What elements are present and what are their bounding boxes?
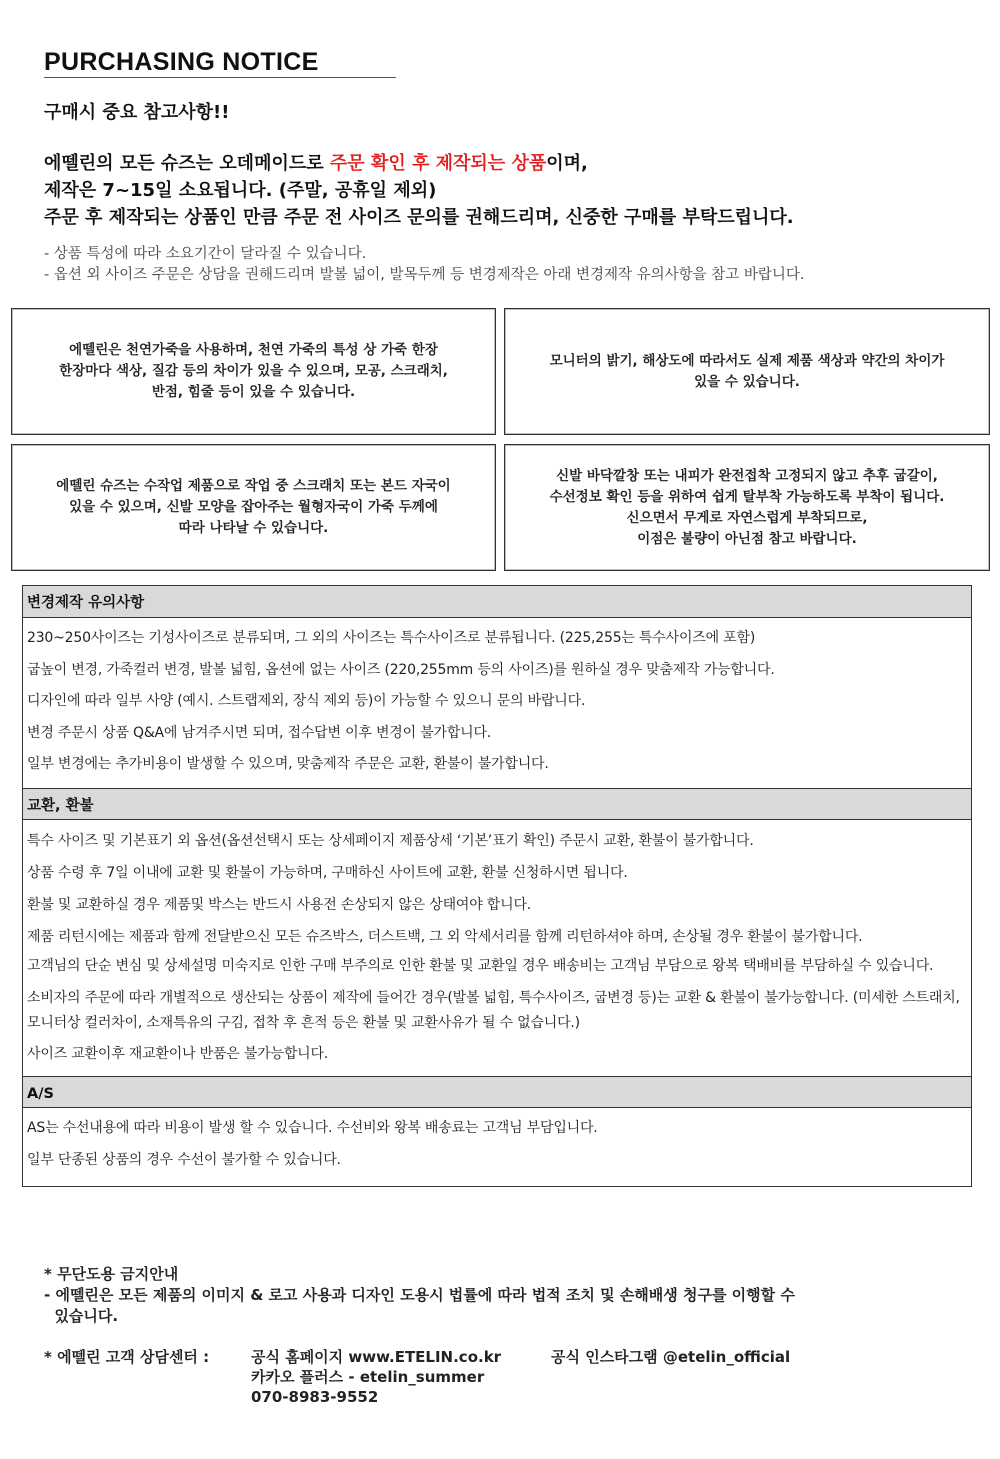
- notes-list: [44, 244, 805, 286]
- page-subtitle: 구매시 중요 참고사항!!: [44, 102, 230, 123]
- table-row: 사이즈 교환이후 재교환이나 반품은 불가능합니다.: [27, 1045, 329, 1062]
- table-row: 230~250사이즈는 기성사이즈로 분류되며, 그 외의 사이즈는 특수사이즈로 분류됩니다. (225,255는 특수사이즈에 포함): [27, 630, 756, 646]
- copyright-notice-title: * 무단도용 금지안내: [44, 1265, 179, 1283]
- table-row: 환불 및 교환하실 경우 제품및 박스는 반드시 사용전 손상되지 않은 상태여야 합니다.: [27, 896, 532, 913]
- intro-highlight: 주문 확인 후 제작되는 상품: [329, 153, 547, 174]
- intro-line-3: 주문 후 제작되는 상품인 만큼 주문 전 사이즈 문의를 권해드리며, 신중한 구매를 부탁드립니다.: [44, 207, 794, 228]
- page-title: PURCHASING NOTICE: [44, 48, 319, 76]
- table-row: 디자인에 따라 일부 사양 (예시. 스트랩제외, 장식 제외 등)이 가능할 수 있으니 문의 바랍니다.: [27, 693, 586, 709]
- policy-table: [22, 585, 972, 1187]
- table-row: 고객님의 단순 변심 및 상세설명 미숙지로 인한 구매 부주의로 인한 환불 및 교환일 경우 배송비는 고객님 부담으로 왕복 택배비를 부담하실 수 있습니다.: [27, 957, 934, 974]
- section-heading-as: A/S: [23, 1076, 971, 1108]
- instagram-link[interactable]: 공식 인스타그램 @etelin_official: [551, 1348, 791, 1366]
- intro-line-1-a: 에뗄린의 모든 슈즈는 오데메이드로: [44, 153, 330, 174]
- notice-box-handmade: 에뗄린 슈즈는 수작업 제품으로 작업 중 스크래치 또는 본드 자국이 있을 수 있으며, 신발 모양을 잡아주는 월형자국이 가죽 두께에 따라 나타날 수 있습니다.: [11, 444, 496, 571]
- table-row: 굽높이 변경, 가죽컬러 변경, 발볼 넓힘, 옵션에 없는 사이즈 (220,255mm 등의 사이즈)를 원하실 경우 맞춤제작 가능합니다.: [27, 661, 775, 678]
- notice-box-insole: 신발 바닥깔창 또는 내피가 완전접착 고정되지 않고 추후 굽갈이, 수선정보 확인 등을 위하여 쉽게 탈부착 가능하도록 부착이 됩니다. 신으면서 무게로 자연스럽게 부착되므로, 이점은 불량이 아닌점 참고 바랍니다.: [504, 444, 990, 571]
- copyright-notice-body: - 에뗄린은 모든 제품의 이미지 & 로고 사용과 디자인 도용시 법률에 따라 법적 조치 및 손해배생 청구를 이행할 수 있습니다.: [44, 1286, 795, 1325]
- note-item: - 상품 특성에 따라 소요기간이 달라질 수 있습니다.: [44, 246, 367, 262]
- notice-box-leather: 에뗄린은 천연가죽을 사용하며, 천연 가죽의 특성 상 가죽 한장 한장마다 색상, 질감 등의 차이가 있을 수 있으며, 모공, 스크래치, 반점, 힘줄 등이 있을 수 있습니다.: [11, 308, 496, 435]
- table-row: 변경 주문시 상품 Q&A에 남겨주시면 되며, 접수답변 이후 변경이 불가합니다.: [27, 724, 492, 741]
- intro-line-2: 제작은 7~15일 소요됩니다. (주말, 공휴일 제외): [44, 180, 437, 201]
- support-center-label: * 에뗄린 고객 상담센터 :: [44, 1348, 210, 1366]
- table-row: 일부 단종된 상품의 경우 수선이 불가할 수 있습니다.: [27, 1151, 341, 1168]
- homepage-link[interactable]: 공식 홈페이지 www.ETELIN.co.kr: [251, 1348, 502, 1366]
- table-row: AS는 수선내용에 따라 비용이 발생 할 수 있습니다. 수선비와 왕복 배송료는 고객님 부담입니다.: [27, 1119, 598, 1136]
- table-row: 제품 리턴시에는 제품과 함께 전달받으신 모든 슈즈박스, 더스트백, 그 외 악세서리를 함께 리턴하셔야 하며, 손상될 경우 환불이 불가합니다.: [27, 928, 863, 945]
- intro-line-1: [44, 150, 794, 177]
- table-row: 소비자의 주문에 따라 개별적으로 생산되는 상품이 제작에 들어간 경우(발볼 넓힘, 특수사이즈, 굽변경 등)는 교환 & 환불이 불가능합니다. (미세한 스트래치, 모니터상 컬러차이, 소재특유의 구김, 접착 후 흔적 등은 환불 및 교환사유가 될 수 없습니다.): [27, 989, 960, 1031]
- section-heading-custom: 변경제작 유의사항: [23, 586, 971, 618]
- kakao-contact: 카카오 플러스 - etelin_summer: [251, 1368, 485, 1386]
- section-body-custom: [23, 618, 971, 788]
- intro-line-1-b: 이며,: [546, 153, 588, 174]
- note-item: - 옵션 외 사이즈 주문은 상담을 권해드리며 발볼 넓이, 발목두께 등 변경제작은 아래 변경제작 유의사항을 참고 바랍니다.: [44, 267, 805, 283]
- section-heading-exchange: 교환, 환불: [23, 788, 971, 820]
- section-body-exchange: [23, 820, 971, 1076]
- table-row: 상품 수령 후 7일 이내에 교환 및 환불이 가능하며, 구매하신 사이트에 교환, 환불 신청하시면 됩니다.: [27, 864, 628, 881]
- phone-number: 070-8983-9552: [251, 1388, 379, 1406]
- notice-box-monitor: 모니터의 밝기, 해상도에 따라서도 실제 제품 색상과 약간의 차이가 있을 수 있습니다.: [504, 308, 990, 435]
- title-underline: [44, 77, 396, 78]
- table-row: 특수 사이즈 및 기본표기 외 옵션(옵션선택시 또는 상세페이지 제품상세 ‘기본’표기 확인) 주문시 교환, 환불이 불가합니다.: [27, 832, 754, 849]
- section-body-as: [23, 1108, 971, 1186]
- table-row: 일부 변경에는 추가비용이 발생할 수 있으며, 맞춤제작 주문은 교환, 환불이 불가합니다.: [27, 756, 549, 772]
- intro-block: [44, 150, 794, 231]
